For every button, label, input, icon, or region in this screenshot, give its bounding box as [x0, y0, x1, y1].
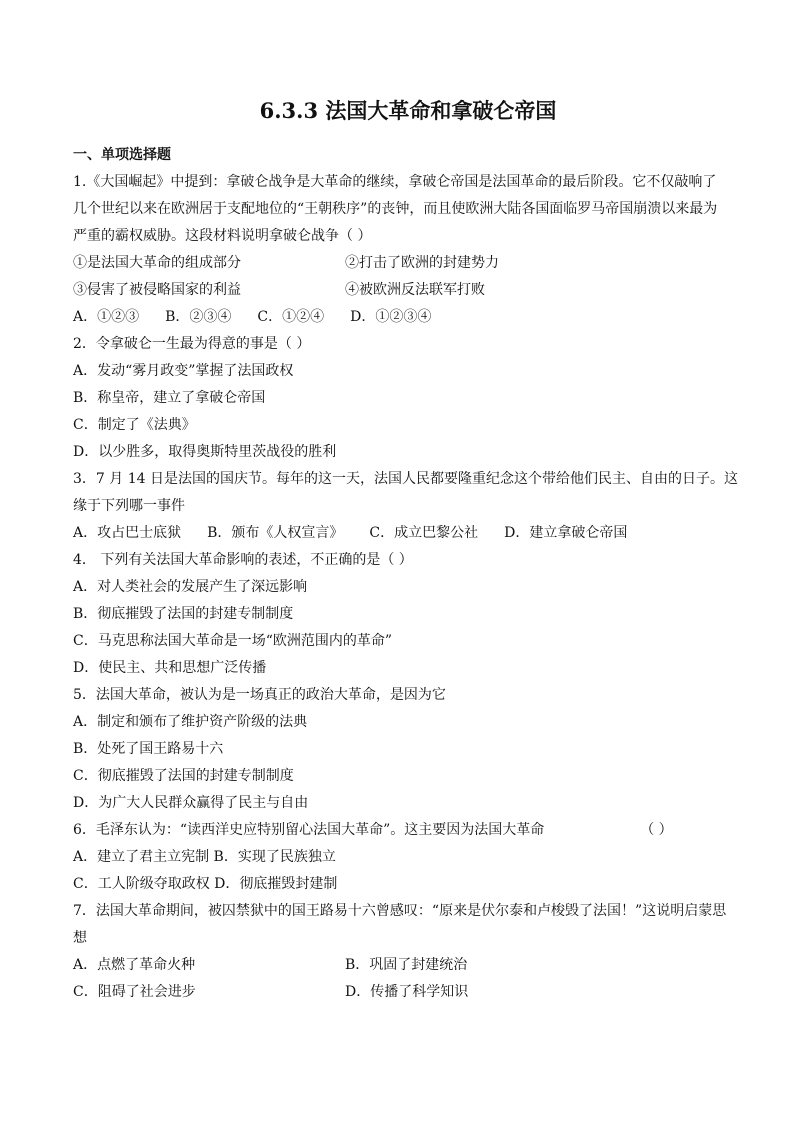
question-1-stem-line-1: 1.《大国崛起》中提到：拿破仑战争是大革命的继续，拿破仑帝国是法国革命的最后阶段。它不仅敲响了 [73, 174, 717, 190]
question-3-option-a[interactable]: A．攻占巴士底狱 [73, 525, 182, 541]
question-1-option-c[interactable]: C．①②④ [257, 309, 325, 325]
question-3-stem-line-2: 缘于下列哪一事件 [73, 498, 185, 514]
question-1-item-3: ③侵害了被侵略国家的利益 [73, 282, 241, 298]
page-title: 6.3.3 法国大革命和拿破仑帝国 [259, 98, 557, 123]
question-4-stem: 4． 下列有关法国大革命影响的表述，不正确的是（ ） [73, 552, 413, 568]
question-3-options [73, 520, 733, 547]
question-1-option-b[interactable]: B．②③④ [165, 309, 232, 325]
question-2-stem: 2．令拿破仑一生最为得意的事是（ ） [73, 336, 311, 352]
question-7-options-row-2 [73, 979, 733, 1006]
question-2-option-a[interactable]: A．发动“雾月政变”掌握了法国政权 [73, 363, 294, 379]
question-6-options-line-2[interactable]: C．工人阶级夺取政权 D．彻底摧毁封建制 [73, 876, 338, 892]
question-5-option-c[interactable]: C．彻底摧毁了法国的封建专制制度 [73, 768, 294, 784]
question-1-item-2: ②打击了欧洲的封建势力 [345, 255, 499, 271]
question-2-option-b[interactable]: B．称皇帝，建立了拿破仑帝国 [73, 390, 266, 406]
question-1-items-row-2 [73, 277, 733, 304]
question-1-item-4: ④被欧洲反法联军打败 [345, 282, 485, 298]
question-7-stem-line-2: 想 [73, 930, 87, 946]
question-7-option-c[interactable]: C．阻碍了社会进步 [73, 984, 196, 1000]
question-1-items-row-1 [73, 250, 733, 277]
question-1-option-a[interactable]: A．①②③ [73, 309, 140, 325]
question-4-option-d[interactable]: D．使民主、共和思想广泛传播 [73, 660, 267, 676]
question-7-option-d[interactable]: D．传播了科学知识 [345, 984, 469, 1000]
question-1-stem-line-3: 严重的霸权威胁。这段材料说明拿破仑战争（ ） [73, 228, 372, 244]
question-7-stem-line-1: 7．法国大革命期间，被囚禁狱中的国王路易十六曾感叹：“原来是伏尔泰和卢梭毁了法国！”这说明启蒙思 [73, 903, 727, 919]
question-6-stem: 6．毛泽东认为：“读西洋史应特别留心法国大革命”。这主要因为法国大革命 [73, 822, 545, 838]
question-4-option-c[interactable]: C．马克思称法国大革命是一场“欧洲范围内的革命” [73, 633, 393, 649]
question-5-option-b[interactable]: B．处死了国王路易十六 [73, 741, 224, 757]
question-6-stem-row [73, 817, 733, 844]
question-3 [73, 466, 738, 547]
question-7-option-b[interactable]: B．巩固了封建统治 [345, 957, 468, 973]
question-3-stem-line-1: 3．7 月 14 日是法国的国庆节。每年的这一天，法国人民都要隆重纪念这个带给他们民主、自由的日子。这 [73, 471, 738, 487]
question-6-answer-blank: （ ） [640, 822, 673, 838]
question-4-option-a[interactable]: A．对人类社会的发展产生了深远影响 [73, 579, 308, 595]
question-5-stem: 5．法国大革命，被认为是一场真正的政治大革命，是因为它 [73, 687, 446, 703]
question-4 [73, 547, 733, 682]
question-1-item-1: ①是法国大革命的组成部分 [73, 255, 241, 271]
question-1-stem-line-2: 几个世纪以来在欧洲居于支配地位的“王朝秩序”的丧钟，而且使欧洲大陆各国面临罗马帝国崩溃以来最为 [73, 201, 718, 217]
document-page [73, 96, 738, 1006]
question-7-option-a[interactable]: A．点燃了革命火种 [73, 957, 196, 973]
question-5-option-d[interactable]: D．为广大人民群众赢得了民主与自由 [73, 795, 309, 811]
question-4-option-b[interactable]: B．彻底摧毁了法国的封建专制制度 [73, 606, 294, 622]
question-6 [73, 817, 733, 898]
question-3-option-b[interactable]: B．颁布《人权宣言》 [207, 525, 344, 541]
question-2 [73, 331, 733, 466]
question-1-option-d[interactable]: D．①②③④ [350, 309, 432, 325]
question-3-option-d[interactable]: D．建立拿破仑帝国 [504, 525, 628, 541]
question-5-option-a[interactable]: A．制定和颁布了维护资产阶级的法典 [73, 714, 308, 730]
question-6-options-line-1[interactable]: A．建立了君主立宪制 B．实现了民族独立 [73, 849, 336, 865]
question-1 [73, 169, 733, 331]
question-3-option-c[interactable]: C．成立巴黎公社 [369, 525, 479, 541]
question-5 [73, 682, 733, 817]
question-2-option-d[interactable]: D．以少胜多，取得奥斯特里茨战役的胜利 [73, 444, 337, 460]
question-7 [73, 898, 733, 1006]
question-1-options [73, 304, 733, 331]
question-7-options-row-1 [73, 952, 733, 979]
question-2-option-c[interactable]: C．制定了《法典》 [73, 417, 196, 433]
section-heading: 一、单项选择题 [73, 147, 171, 163]
